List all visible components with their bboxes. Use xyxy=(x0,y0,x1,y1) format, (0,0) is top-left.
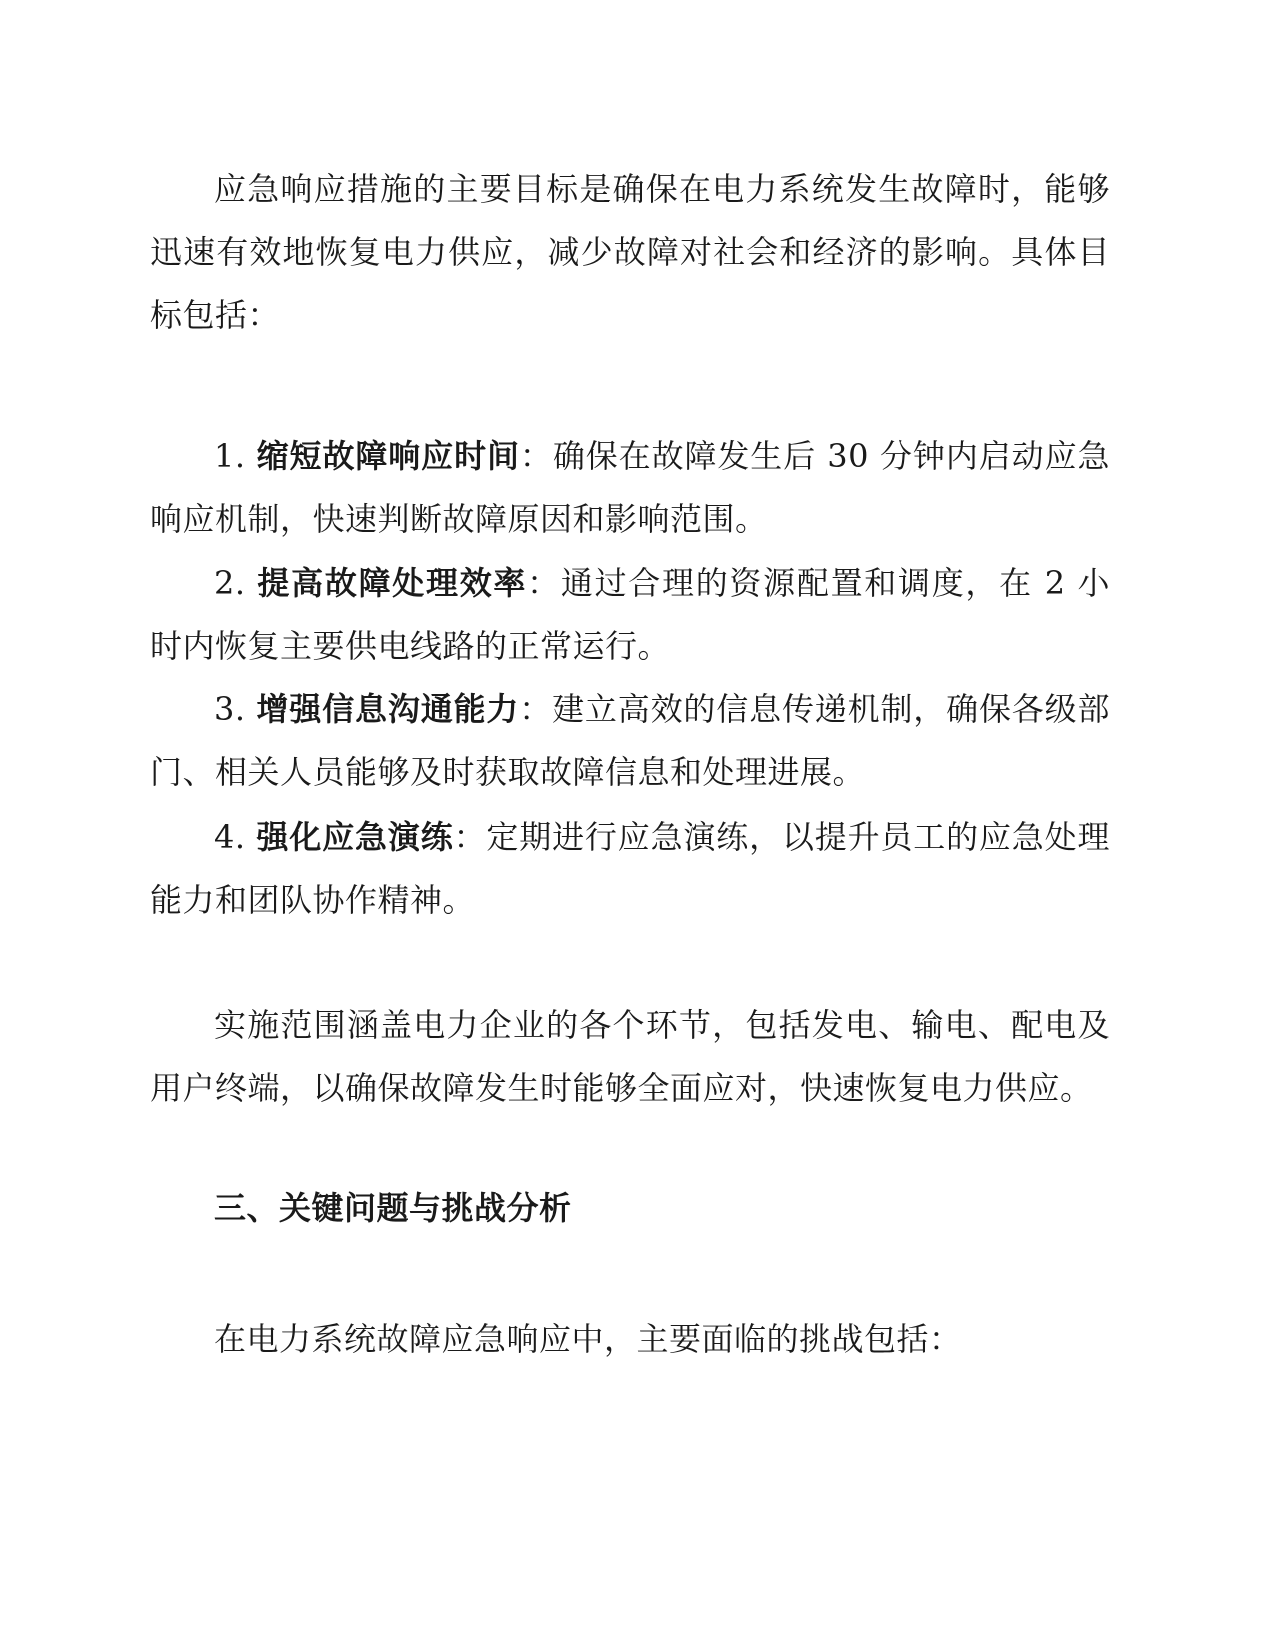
goal-item-4 xyxy=(150,806,1110,932)
goal-item-2 xyxy=(150,552,1110,678)
goal-item-number: 1. xyxy=(214,437,257,475)
goal-item-number: 2. xyxy=(214,564,258,602)
goal-item-3 xyxy=(150,678,1110,804)
goal-item-title: 强化应急演练 xyxy=(256,818,454,856)
section-heading: 三、关键问题与挑战分析 xyxy=(214,1189,572,1227)
scope-paragraph: 实施范围涵盖电力企业的各个环节，包括发电、输电、配电及用户终端，以确保故障发生时能够全面应对，快速恢复电力供应。 xyxy=(150,1006,1110,1107)
challenge-intro-paragraph: 在电力系统故障应急响应中，主要面临的挑战包括： xyxy=(214,1320,962,1358)
goal-item-number: 3. xyxy=(214,690,257,728)
goal-item-text: ：建立高效的信息传递机制，确保各级部门、相关人员能够及时获取故障信息和处理进展。 xyxy=(150,690,1110,791)
intro-paragraph: 应急响应措施的主要目标是确保在电力系统发生故障时，能够迅速有效地恢复电力供应，减少故障对社会和经济的影响。具体目标包括： xyxy=(150,170,1110,334)
goal-item-text: ：定期进行应急演练，以提升员工的应急处理能力和团队协作精神。 xyxy=(150,818,1110,919)
goal-item-title: 增强信息沟通能力 xyxy=(256,690,520,728)
goal-item-text: ：通过合理的资源配置和调度，在 2 小时内恢复主要供电线路的正常运行。 xyxy=(150,564,1110,665)
goal-item-text: ：确保在故障发生后 30 分钟内启动应急响应机制，快速判断故障原因和影响范围。 xyxy=(150,437,1110,538)
goal-item-number: 4. xyxy=(214,818,257,856)
goal-item-title: 提高故障处理效率 xyxy=(257,564,528,602)
goal-item-1 xyxy=(150,425,1110,551)
goal-item-title: 缩短故障响应时间 xyxy=(256,437,520,475)
